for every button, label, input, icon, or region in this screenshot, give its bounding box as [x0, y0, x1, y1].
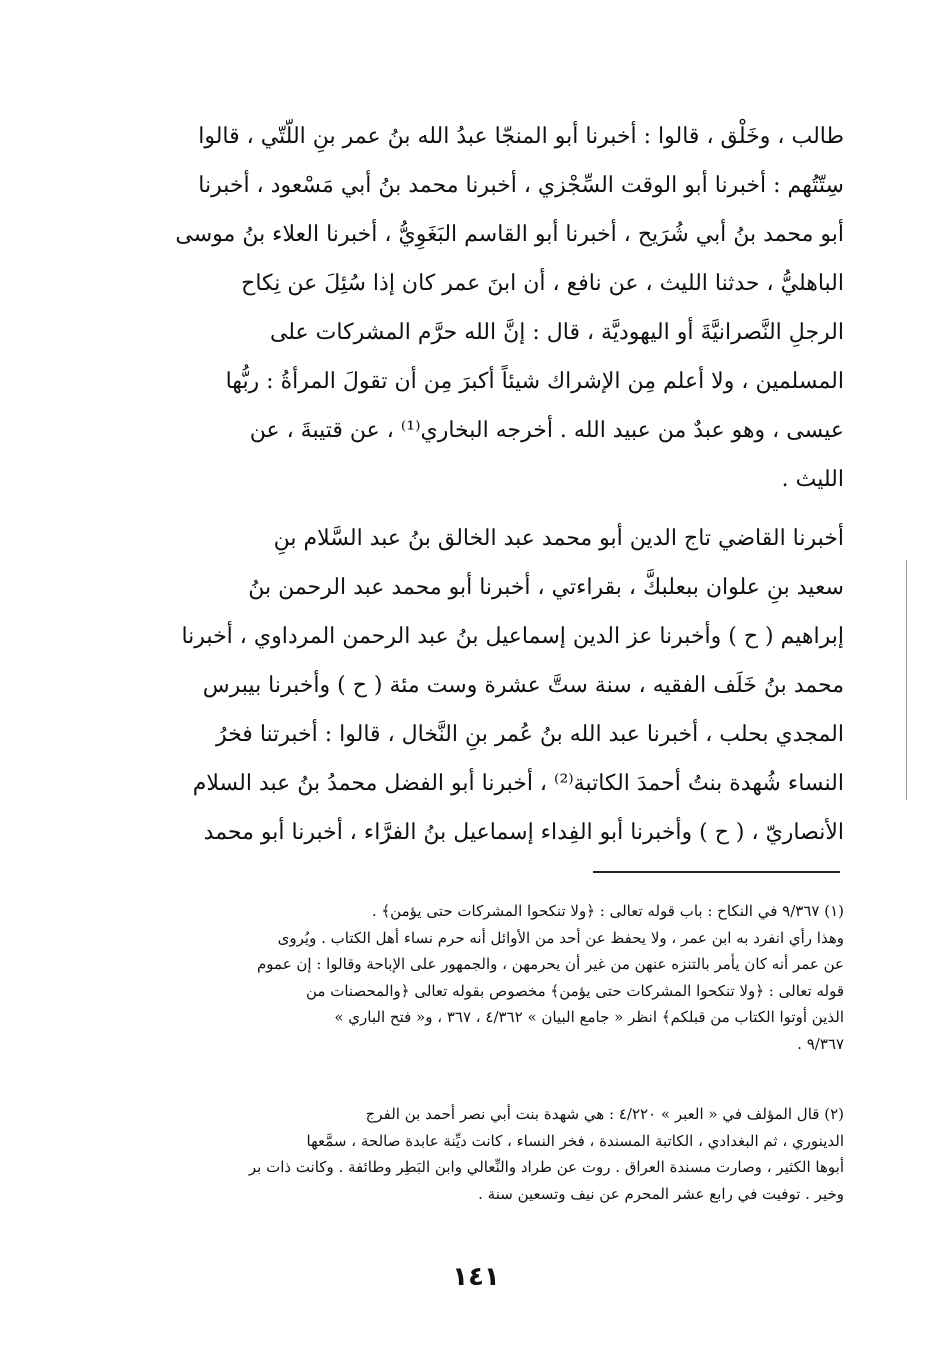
text-line: المسلمين ، ولا أعلم مِن الإشراك شيئاً أكبرَ مِن أن تقولَ المرأةُ : ربُّها [225, 369, 844, 394]
text-line: الباهليُّ ، حدثنا الليث ، عن نافع ، أن ابنَ عمر كان إذا سُئِلَ عن نِكاح [241, 271, 844, 296]
text-line: عيسى ، وهو عبدٌ من عبيد الله . أخرجه البخاري⁽¹⁾ ، عن قتيبةَ ، عن [249, 418, 844, 443]
text-line: الأنصاريّ ، ( ح ) وأخبرنا أبو الفِداء إسماعيل بنُ الفرَّاء ، أخبرنا أبو محمد [203, 820, 844, 845]
footnote-line: أبوها الكثير ، وصارت مسندة العراق . روت عن طراد والنِّعالي وابن البَطِر وطائفة . وكانت ذات بر [248, 1158, 844, 1176]
footnote-1 [116, 898, 844, 1057]
text-line: المجدي بحلب ، أخبرنا عبد الله بنُ عُمر بنِ النَّخال ، قالوا : أخبرتنا فخرُ [215, 722, 844, 747]
text-line: طالب ، وخَلْق ، قالوا : أخبرنا أبو المنجّا عبدُ الله بنُ عمر بنِ اللّتّي ، قالوا [198, 124, 844, 149]
footnote-line: وخير . توفيت في رابع عشر المحرم عن نيف وتسعين سنة . [478, 1184, 844, 1203]
paragraph-2 [116, 514, 844, 857]
footnote-line: قوله تعالى : ﴿ولا تنكحوا المشركات حتى يؤمن﴾ مخصوص بقوله تعالى ﴿والمحصنات من [306, 981, 844, 1000]
text-line: سِتّتُهم : أخبرنا أبو الوقت السِّجْزي ، أخبرنا محمد بنُ أبي مَسْعود ، أخبرنا [198, 173, 844, 198]
text-line: الرجلِ النَّصرانيَّةَ أو اليهوديَّة ، قال : إنَّ الله حرَّم المشركات على [269, 320, 844, 345]
footnote-line: عن عمر أنه كان يأمر بالتنزه عنهن من غير أن يحرمهن ، والجمهور على الإباحة وقالوا : إن عموم [256, 955, 844, 973]
text-line: الليث . [781, 467, 844, 492]
footnote-line: الذين أوتوا الكتاب من قبلكم﴾ انظر « جامع البيان » ٤/٣٦٢ ، ٣٦٧ ، و« فتح الباري » [334, 1008, 844, 1026]
text-line: النساء شُهدة بنتُ أحمدَ الكاتبة⁽²⁾ ، أخبرنا أبو الفضل محمدُ بنُ عبد السلام [192, 771, 844, 796]
footnote-2 [116, 1101, 844, 1207]
footnote-separator [593, 871, 840, 873]
footnote-line: وهذا رأي انفرد به ابن عمر ، ولا يحفظ عن أحد من الأوائل أنه حرم نساء أهل الكتاب . ويُروى [277, 928, 844, 947]
footnote-line: (٢) قال المؤلف في « العبر » ٤/٢٢٠ : هي شهدة بنت أبي نصر أحمد بن الفرج [365, 1105, 844, 1123]
footnote-line: (١) ٩/٣٦٧ في النكاح : باب قوله تعالى : ﴿ولا تنكحوا المشركات حتى يؤمن﴾ . [371, 902, 844, 920]
text-line: أخبرنا القاضي تاج الدين أبو محمد عبد الخالق بنُ عبد السَّلام بنِ [273, 526, 844, 551]
paragraph-1 [116, 112, 844, 504]
footnote-line: الدينوري ، ثم البغدادي ، الكاتبة المسندة ، فخر النساء ، كانت ديِّنة عابدة صالحة ، سمَّعها [306, 1131, 844, 1150]
text-line: محمد بنُ خَلَف الفقيه ، سنة ستَّ عشرة وست مئة ( ح ) وأخبرنا بيبرس [202, 673, 844, 698]
margin-rule [906, 560, 907, 800]
text-line: سعيد بنِ علوان ببعلبكَّ ، بقراءتي ، أخبرنا أبو محمد عبد الرحمن بنُ [248, 575, 844, 600]
text-line: إبراهيم ( ح ) وأخبرنا عز الدين إسماعيل بنُ عبد الرحمن المرداوي ، أخبرنا [181, 624, 844, 649]
footnote-line: ٩/٣٦٧ . [797, 1034, 844, 1053]
page-number: ١٤١ [452, 1262, 500, 1292]
text-line: أبو محمد بنُ أبي شُرَيح ، أخبرنا أبو القاسم البَغَوِيُّ ، أخبرنا العلاء بنُ موسى [175, 222, 844, 247]
